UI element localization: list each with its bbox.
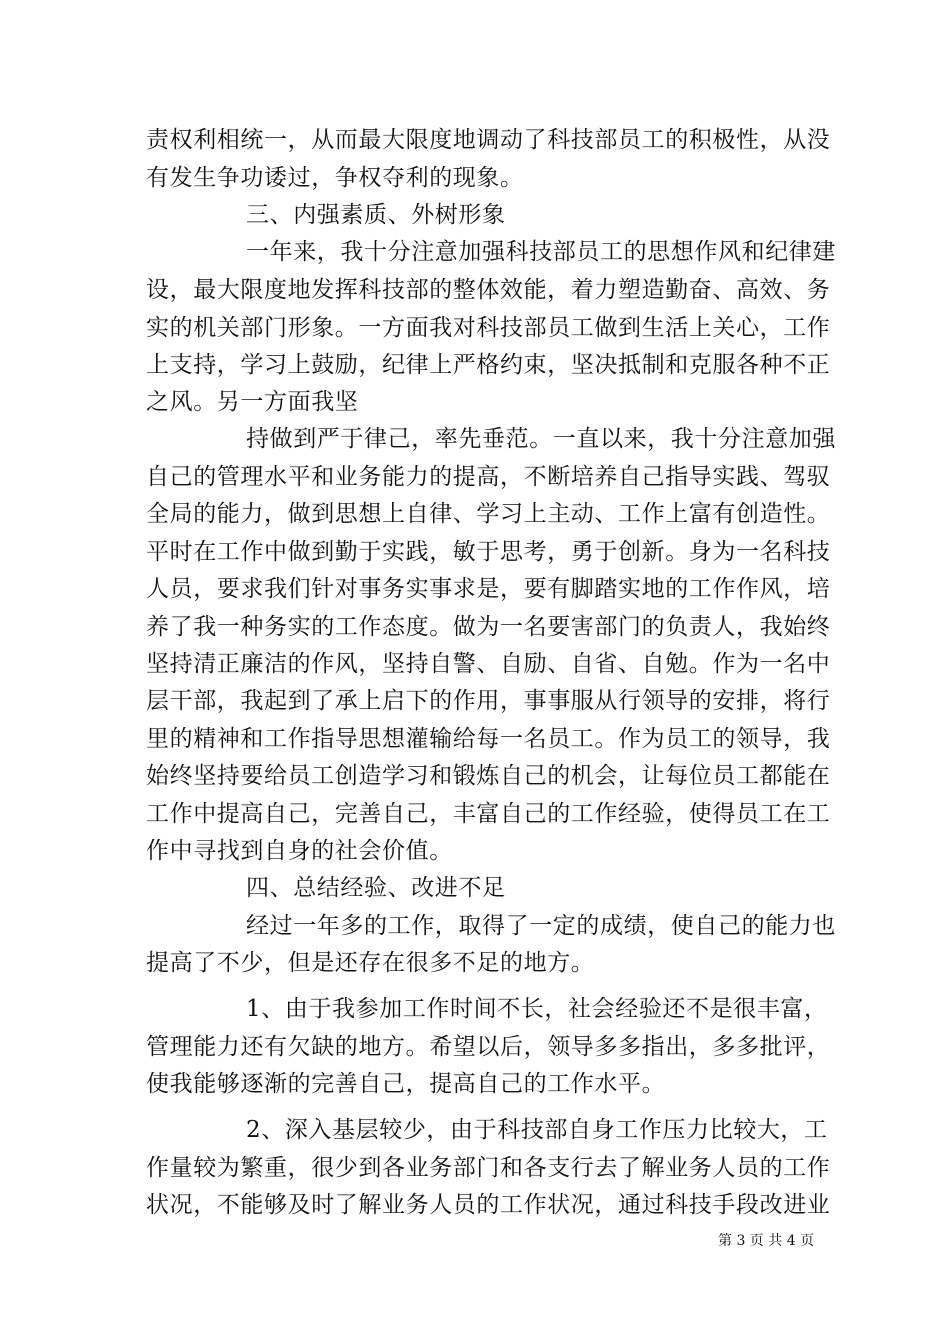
text-line: 有发生争功诿过，争权夺利的现象。 xyxy=(146,165,524,191)
text-line: 责权利相统一，从而最大限度地调动了科技部员工的积极性，从没 xyxy=(146,127,831,153)
text-line: 提高了不少，但是还存在很多不足的地方。 xyxy=(146,950,595,976)
list-item-line: 2、深入基层较少，由于科技部自身工作压力比较大，工 xyxy=(246,1117,828,1143)
text-line: 人员，要求我们针对事务实事求是，要有脚踏实地的工作作风，培 xyxy=(146,576,831,602)
text-line: 使我能够逐渐的完善自己，提高自己的工作水平。 xyxy=(146,1071,666,1097)
text-line: 里的精神和工作指导思想灌输给每一名员工。作为员工的领导，我 xyxy=(146,726,831,752)
text-line: 全局的能力，做到思想上自律、学习上主动、工作上富有创造性。 xyxy=(146,501,831,527)
text-line: 管理能力还有欠缺的地方。希望以后，领导多多指出，多多批评， xyxy=(146,1034,831,1060)
text-line: 工作中提高自己，完善自己，丰富自己的工作经验，使得员工在工 xyxy=(146,801,831,827)
text-line: 养了我一种务实的工作态度。做为一名要害部门的负责人，我始终 xyxy=(146,614,831,640)
text-line: 平时在工作中做到勤于实践，敏于思考，勇于创新。身为一名科技 xyxy=(146,539,831,565)
text-line: 状况，不能够及时了解业务人员的工作状况，通过科技手段改进业 xyxy=(146,1192,831,1218)
text-line: 之风。另一方面我坚 xyxy=(146,389,359,415)
text-line: 实的机关部门形象。一方面我对科技部员工做到生活上关心，工作 xyxy=(146,315,831,341)
text-line: 一年来，我十分注意加强科技部员工的思想作风和纪律建 xyxy=(246,239,836,265)
text-line: 设，最大限度地发挥科技部的整体效能，着力塑造勤奋、高效、务 xyxy=(146,277,831,303)
text-line: 上支持，学习上鼓励，纪律上严格约束，坚决抵制和克服各种不正 xyxy=(146,352,831,378)
list-item-line: 1、由于我参加工作时间不长，社会经验还不是很丰富， xyxy=(246,996,828,1022)
text-line: 作量较为繁重，很少到各业务部门和各支行去了解业务人员的工作 xyxy=(146,1155,831,1181)
text-line: 自己的管理水平和业务能力的提高，不断培养自己指导实践、驾驭 xyxy=(146,464,831,490)
page-number-footer: 第 3 页 共 4 页 xyxy=(718,1233,815,1249)
text-line: 持做到严于律己，率先垂范。一直以来，我十分注意加强 xyxy=(246,426,836,452)
text-line: 经过一年多的工作，取得了一定的成绩，使自己的能力也 xyxy=(246,913,836,939)
text-line: 作中寻找到自身的社会价值。 xyxy=(146,838,453,864)
text-line: 坚持清正廉洁的作风，坚持自警、自励、自省、自勉。作为一名中 xyxy=(146,651,831,677)
section-heading: 三、内强素质、外树形象 xyxy=(246,202,506,228)
text-line: 始终坚持要给员工创造学习和锻炼自己的机会，让每位员工都能在 xyxy=(146,763,831,789)
section-heading: 四、总结经验、改进不足 xyxy=(246,875,506,901)
text-line: 层干部，我起到了承上启下的作用，事事服从行领导的安排，将行 xyxy=(146,688,831,714)
